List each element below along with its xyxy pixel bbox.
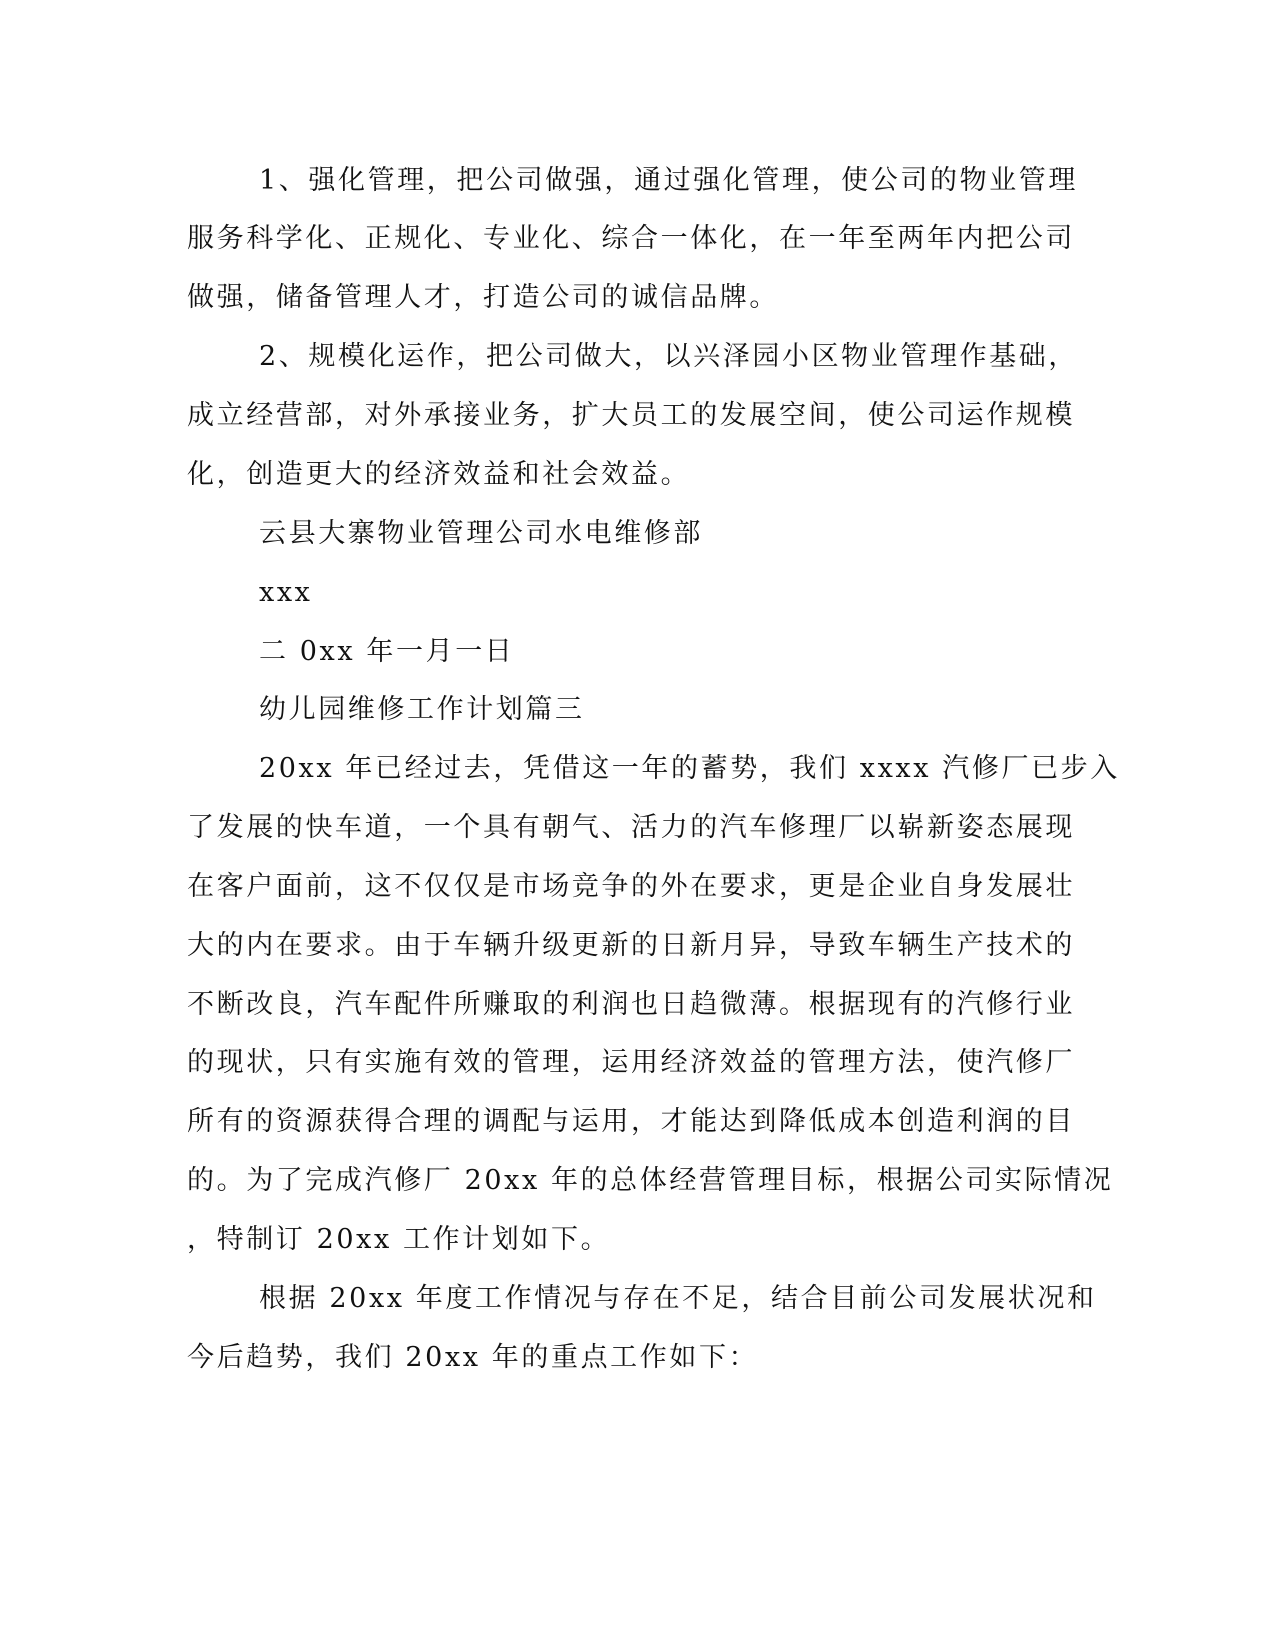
- paragraph-line: 在客户面前，这不仅仅是市场竞争的外在要求，更是企业自身发展壮: [187, 871, 1075, 902]
- paragraph-line: 今后趋势，我们 20xx 年的重点工作如下：: [187, 1342, 759, 1373]
- paragraph-line: 大的内在要求。由于车辆升级更新的日新月异，导致车辆生产技术的: [187, 930, 1075, 961]
- paragraph-line: 的。为了完成汽修厂 20xx 年的总体经营管理目标，根据公司实际情况: [187, 1165, 1114, 1196]
- signature-date: 二 0xx 年一月一日: [259, 636, 515, 667]
- paragraph-line: 化，创造更大的经济效益和社会效益。: [187, 459, 691, 490]
- paragraph-line: 不断改良，汽车配件所赚取的利润也日趋微薄。根据现有的汽修行业: [187, 989, 1075, 1020]
- signature-organization: 云县大寨物业管理公司水电维修部: [259, 518, 703, 549]
- paragraph-line: 的现状，只有实施有效的管理，运用经济效益的管理方法，使汽修厂: [187, 1047, 1075, 1078]
- paragraph-line: 2、规模化运作，把公司做大，以兴泽园小区物业管理作基础，: [259, 341, 1078, 372]
- paragraph-line: 服务科学化、正规化、专业化、综合一体化，在一年至两年内把公司: [187, 223, 1075, 254]
- paragraph-line: 做强，储备管理人才，打造公司的诚信品牌。: [187, 282, 779, 313]
- paragraph-line: 成立经营部，对外承接业务，扩大员工的发展空间，使公司运作规模: [187, 400, 1075, 431]
- paragraph-line: 20xx 年已经过去，凭借这一年的蓄势，我们 xxxx 汽修厂已步入: [259, 753, 1120, 784]
- section-title: 幼儿园维修工作计划篇三: [259, 694, 585, 725]
- paragraph-line: 了发展的快车道，一个具有朝气、活力的汽车修理厂以崭新姿态展现: [187, 812, 1075, 843]
- paragraph-line: 所有的资源获得合理的调配与运用，才能达到降低成本创造利润的目: [187, 1106, 1075, 1137]
- signature-name: xxx: [259, 577, 313, 608]
- paragraph-line: ，特制订 20xx 工作计划如下。: [187, 1224, 611, 1255]
- paragraph-line: 1、强化管理，把公司做强，通过强化管理，使公司的物业管理: [259, 165, 1078, 196]
- paragraph-line: 根据 20xx 年度工作情况与存在不足，结合目前公司发展状况和: [259, 1283, 1097, 1314]
